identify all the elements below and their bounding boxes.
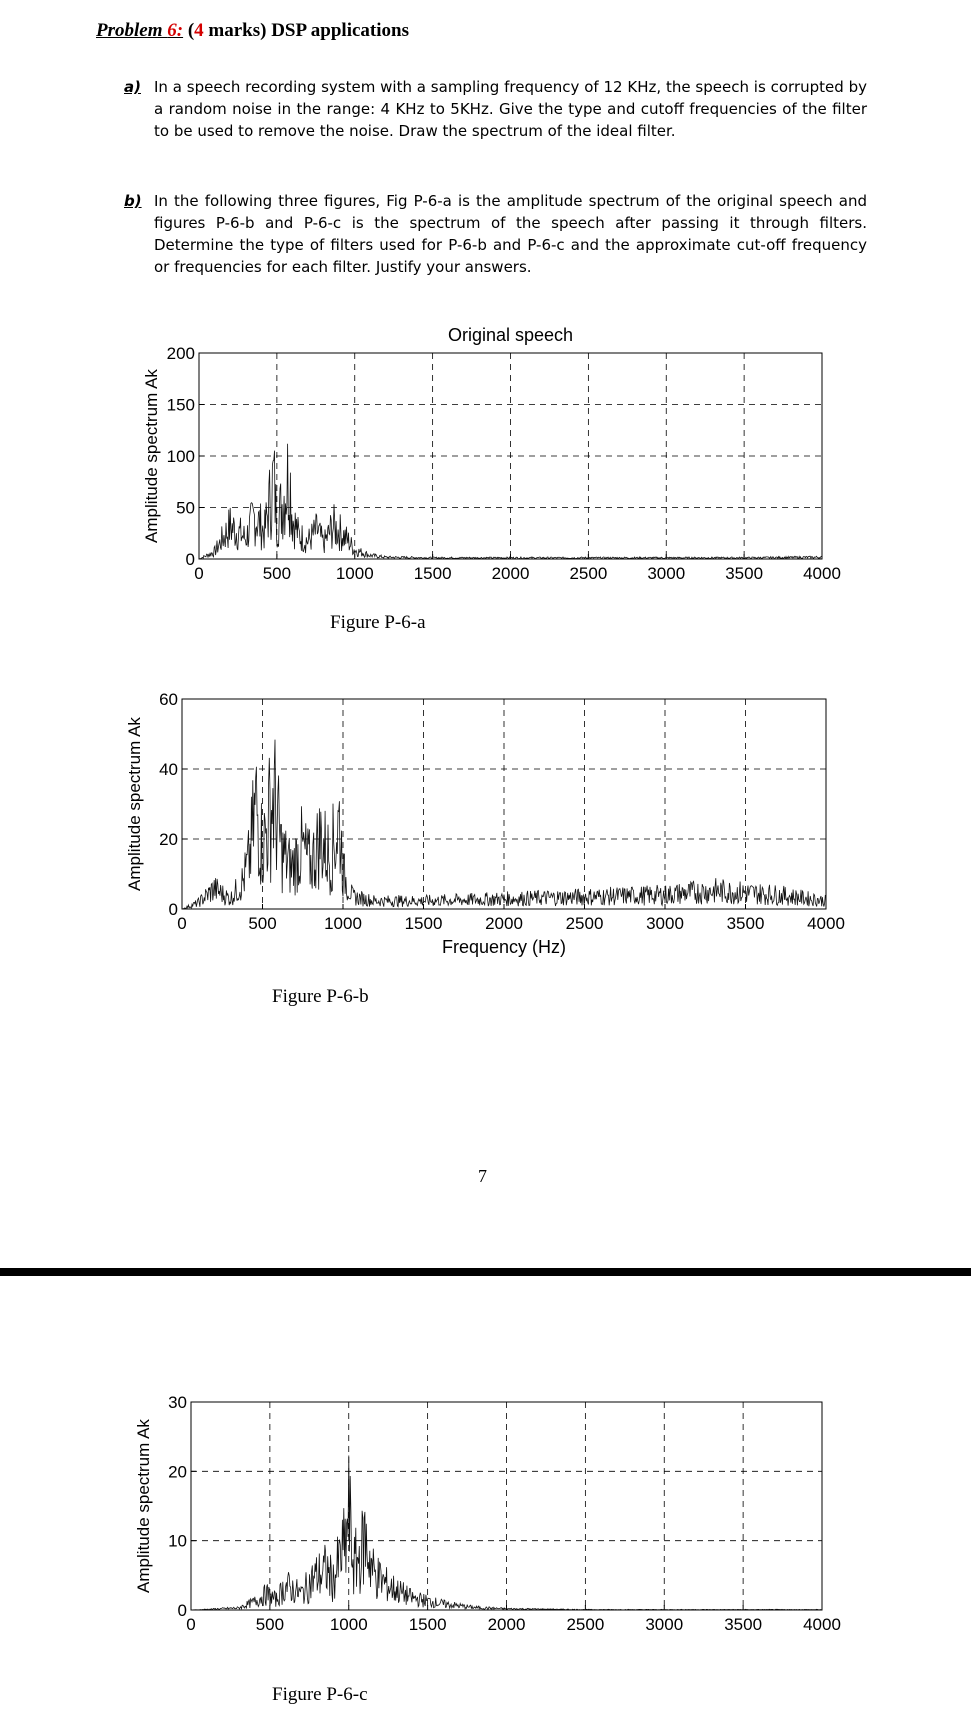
x-tick-label: 4000	[803, 564, 841, 583]
y-tick-label: 30	[168, 1393, 187, 1412]
x-tick-label: 4000	[803, 1615, 841, 1634]
x-tick-label: 1000	[335, 564, 374, 583]
x-tick-label: 3000	[647, 564, 686, 583]
chart-title: Original speech	[447, 325, 574, 345]
part-b-text: In the following three figures, Fig P-6-a is the amplitude spectrum of the original speech and figures P-6-b and P-6-c is the spectrum of the speech after passing it through filters. Determine the type of filters used for P-6-b and P-6-c and the approximate cut-off frequency or frequencies for each filter. Justify your answers.	[154, 192, 867, 276]
y-tick-label: 50	[176, 498, 195, 518]
x-tick-label: 2000	[487, 1615, 526, 1634]
marks-text: marks) DSP applications	[208, 20, 409, 41]
y-tick-label: 0	[168, 900, 178, 919]
part-b-label: b)	[124, 192, 142, 210]
y-axis-label: Amplitude spectrum Ak	[134, 1419, 153, 1593]
x-tick-label: 1000	[329, 1615, 368, 1634]
x-tick-label: 2000	[491, 564, 530, 583]
part-a-text: In a speech recording system with a sampling frequency of 12 KHz, the speech is corrupted by a random noise in the range: 4 KHz to 5KHz. Give the type and cutoff frequencies of the filter to be used to remove the noise. Draw the spectrum of the ideal filter.	[154, 78, 867, 140]
y-tick-label: 0	[185, 550, 195, 569]
spectrum-series	[191, 1456, 822, 1611]
x-tick-label: 0	[194, 564, 204, 583]
x-tick-label: 2000	[485, 914, 523, 933]
x-tick-label: 3500	[724, 1615, 763, 1634]
y-axis-label: Amplitude spectrum Ak	[142, 369, 161, 543]
y-tick-label: 60	[159, 690, 178, 709]
y-tick-label: 150	[166, 395, 195, 415]
problem-label: Problem	[96, 20, 163, 41]
x-tick-label: 1500	[408, 1615, 447, 1634]
y-axis-label: Amplitude spectrum Ak	[125, 717, 144, 891]
y-tick-label: 10	[168, 1531, 187, 1551]
x-tick-label: 500	[255, 1615, 285, 1634]
y-tick-label: 20	[159, 830, 178, 849]
x-tick-label: 500	[248, 914, 277, 933]
x-tick-label: 3500	[725, 564, 764, 583]
x-tick-label: 1500	[413, 564, 452, 583]
marks-open: (	[187, 20, 195, 41]
marks-number: 4	[194, 20, 204, 41]
page-number: 7	[478, 1166, 487, 1186]
x-tick-label: 1000	[324, 914, 362, 933]
y-tick-label: 40	[159, 760, 178, 779]
x-tick-label: 1500	[404, 914, 443, 933]
x-tick-label: 500	[262, 564, 292, 583]
y-tick-label: 20	[168, 1462, 187, 1482]
x-tick-label: 0	[186, 1615, 196, 1634]
y-tick-label: 200	[166, 344, 195, 363]
x-tick-label: 3000	[646, 914, 684, 933]
x-tick-label: 3500	[726, 914, 765, 933]
x-tick-label: 3000	[645, 1615, 684, 1634]
x-tick-label: 2500	[566, 1615, 605, 1634]
x-axis-label: Frequency (Hz)	[441, 937, 567, 957]
part-a-label: a)	[124, 78, 141, 96]
figure-caption-a: Figure P-6-a	[330, 612, 426, 633]
x-tick-label: 2500	[569, 564, 608, 583]
y-tick-label: 100	[166, 447, 195, 466]
y-tick-label: 0	[177, 1601, 187, 1620]
x-tick-label: 4000	[807, 914, 845, 933]
figure-caption-b: Figure P-6-b	[272, 986, 369, 1007]
figure-caption-c: Figure P-6-c	[272, 1684, 368, 1705]
x-tick-label: 2500	[565, 914, 604, 933]
problem-number: 6:	[167, 20, 184, 41]
x-tick-label: 0	[177, 914, 187, 933]
